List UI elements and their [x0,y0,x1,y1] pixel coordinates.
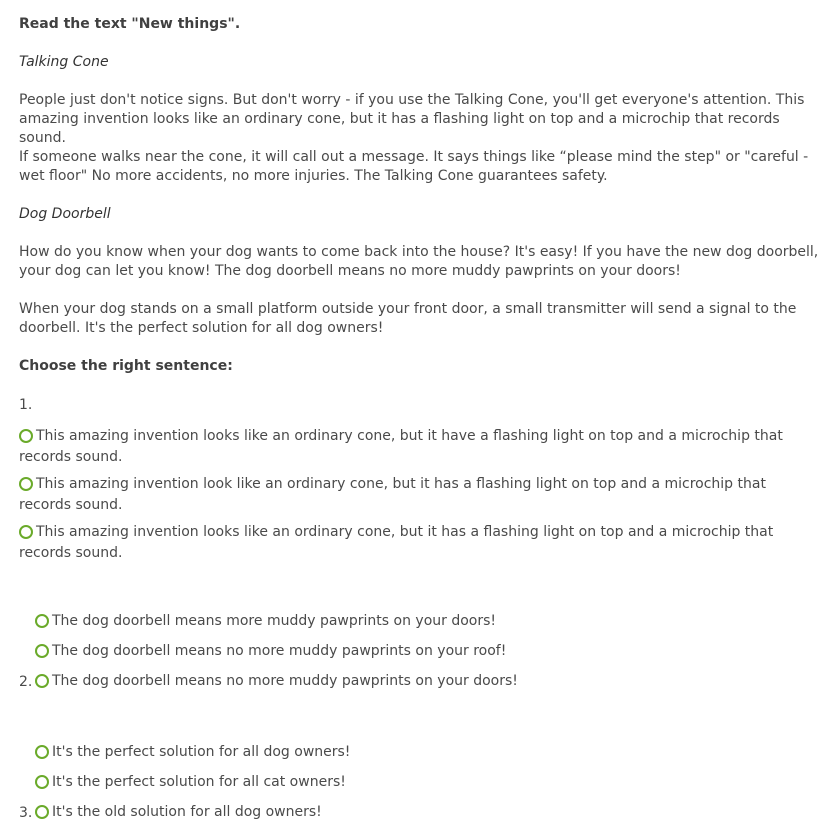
option-label: The dog doorbell means more muddy pawprints on your doors! [52,613,497,629]
question-1-option-1[interactable] [19,426,819,468]
dog-doorbell-paragraph-2: When your dog stands on a small platform outside your front door, a small transmitter will send a signal to the doorbell. It's the perfect solution for all dog owners! [19,301,797,336]
radio-button-icon[interactable] [35,775,49,789]
option-label: It's the perfect solution for all dog owners! [52,744,351,760]
question-3-option-2[interactable] [35,772,346,792]
radio-button-icon[interactable] [35,614,49,628]
radio-button-icon[interactable] [19,525,33,539]
option-label: This amazing invention looks like an ordinary cone, but it has a flashing light on top and a microchip that records sound. [19,524,774,561]
section-title-talking-cone: Talking Cone [19,54,109,70]
talking-cone-paragraph-2: If someone walks near the cone, it will call out a message. It says things like “please mind the step" or "careful - wet floor" No more accidents, no more injuries. The Talking Cone guarantees safety. [19,149,809,184]
talking-cone-paragraph-1: People just don't notice signs. But don't worry - if you use the Talking Cone, you'll get everyone's attention. This amazing invention looks like an ordinary cone, but it has a flashing light on top and a microchip that records sound. [19,92,805,146]
question-1-option-3[interactable] [19,522,819,564]
question-2-option-1[interactable] [35,611,496,631]
question-number-1: 1. [19,397,33,413]
radio-button-icon[interactable] [35,805,49,819]
option-label: It's the perfect solution for all cat owners! [52,774,346,790]
question-1-option-2[interactable] [19,474,819,516]
option-label: This amazing invention look like an ordinary cone, but it has a flashing light on top and a microchip that records sound. [19,476,766,513]
option-label: It's the old solution for all dog owners! [52,804,322,820]
instruction-text: Read the text "New things". [19,16,241,32]
radio-button-icon[interactable] [19,477,33,491]
radio-button-icon[interactable] [35,644,49,658]
question-3-option-1[interactable] [35,742,350,762]
question-3-option-3[interactable] [35,802,322,822]
radio-button-icon[interactable] [35,674,49,688]
option-label: The dog doorbell means no more muddy pawprints on your roof! [52,643,507,659]
radio-button-icon[interactable] [35,745,49,759]
question-2-option-3[interactable] [35,671,518,691]
option-label: This amazing invention looks like an ordinary cone, but it have a flashing light on top and a microchip that records sound. [19,428,783,465]
dog-doorbell-paragraph-1: How do you know when your dog wants to come back into the house? It's easy! If you have the new dog doorbell, your dog can let you know! The dog doorbell means no more muddy pawprints on your doors! [19,244,819,279]
option-label: The dog doorbell means no more muddy pawprints on your doors! [52,673,518,689]
task-prompt: Choose the right sentence: [19,358,233,374]
question-number-3: 3. [19,805,33,821]
section-title-dog-doorbell: Dog Doorbell [19,206,111,222]
question-number-2: 2. [19,674,33,690]
question-2-option-2[interactable] [35,641,506,661]
radio-button-icon[interactable] [19,429,33,443]
